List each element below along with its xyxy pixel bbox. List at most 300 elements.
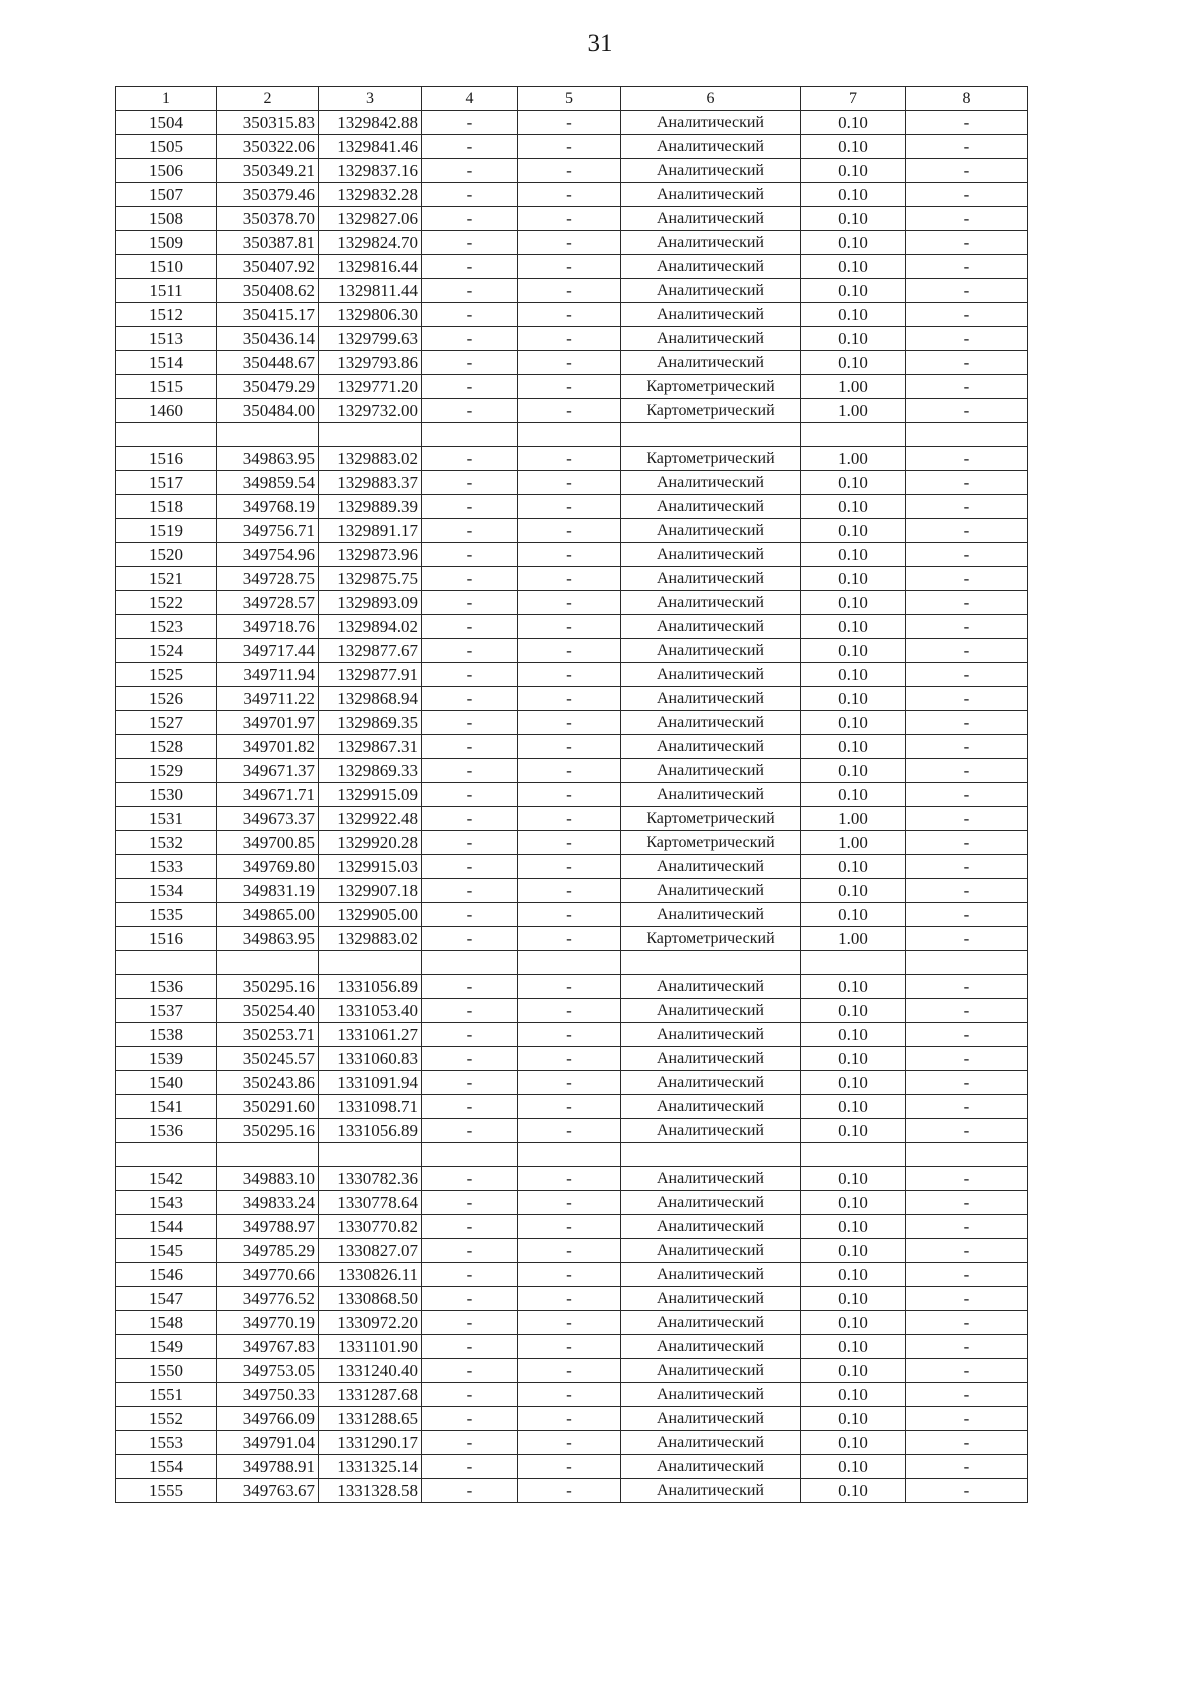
table-row [116,735,1028,759]
col4-cell: - [422,231,518,255]
y-coordinate-cell [319,951,422,975]
accuracy-cell: 0.10 [801,255,906,279]
col8-cell: - [906,1383,1028,1407]
y-coordinate-cell: 1329891.17 [319,519,422,543]
y-coordinate-cell: 1330827.07 [319,1239,422,1263]
x-coordinate-cell: 350295.16 [217,975,319,999]
x-coordinate-cell: 349863.95 [217,447,319,471]
accuracy-cell: 0.10 [801,495,906,519]
point-number-cell: 1518 [116,495,217,519]
x-coordinate-cell: 350349.21 [217,159,319,183]
col8-cell: - [906,783,1028,807]
table-row [116,591,1028,615]
col8-cell [906,1143,1028,1167]
table-row [116,1047,1028,1071]
x-coordinate-cell: 349673.37 [217,807,319,831]
x-coordinate-cell: 350245.57 [217,1047,319,1071]
point-number-cell: 1505 [116,135,217,159]
col4-cell: - [422,1119,518,1143]
point-number-cell: 1539 [116,1047,217,1071]
table-row [116,1023,1028,1047]
col5-cell: - [518,687,621,711]
method-cell: Аналитический [621,183,801,207]
col5-cell: - [518,471,621,495]
accuracy-cell: 0.10 [801,711,906,735]
accuracy-cell: 0.10 [801,183,906,207]
col8-cell: - [906,711,1028,735]
accuracy-cell: 0.10 [801,639,906,663]
col8-cell: - [906,447,1028,471]
accuracy-cell: 0.10 [801,279,906,303]
col8-cell: - [906,663,1028,687]
table-row [116,639,1028,663]
point-number-cell: 1548 [116,1311,217,1335]
col4-cell [422,951,518,975]
method-cell: Аналитический [621,1311,801,1335]
col8-cell: - [906,1479,1028,1503]
table-row [116,711,1028,735]
y-coordinate-cell: 1329827.06 [319,207,422,231]
x-coordinate-cell: 349701.82 [217,735,319,759]
accuracy-cell: 0.10 [801,567,906,591]
col5-cell: - [518,1095,621,1119]
col4-cell: - [422,1263,518,1287]
y-coordinate-cell: 1329824.70 [319,231,422,255]
y-coordinate-cell: 1330868.50 [319,1287,422,1311]
accuracy-cell: 0.10 [801,1455,906,1479]
x-coordinate-cell: 349718.76 [217,615,319,639]
method-cell: Аналитический [621,1239,801,1263]
x-coordinate-cell: 349785.29 [217,1239,319,1263]
point-number-cell: 1509 [116,231,217,255]
accuracy-cell: 1.00 [801,831,906,855]
accuracy-cell: 0.10 [801,159,906,183]
col8-cell: - [906,1431,1028,1455]
col4-cell: - [422,303,518,327]
col8-cell: - [906,111,1028,135]
table-row [116,1311,1028,1335]
y-coordinate-cell: 1329868.94 [319,687,422,711]
method-cell: Аналитический [621,135,801,159]
col8-cell: - [906,639,1028,663]
x-coordinate-cell: 349701.97 [217,711,319,735]
col4-cell: - [422,159,518,183]
method-cell: Аналитический [621,1047,801,1071]
y-coordinate-cell: 1330972.20 [319,1311,422,1335]
table-row [116,1215,1028,1239]
x-coordinate-cell: 350407.92 [217,255,319,279]
col8-cell: - [906,1047,1028,1071]
col5-cell: - [518,879,621,903]
table-row [116,159,1028,183]
col8-cell: - [906,351,1028,375]
col8-cell: - [906,855,1028,879]
method-cell: Картометрический [621,375,801,399]
x-coordinate-cell: 349700.85 [217,831,319,855]
col4-cell: - [422,879,518,903]
separator-row [116,951,1028,975]
accuracy-cell: 0.10 [801,327,906,351]
method-cell: Аналитический [621,231,801,255]
col8-cell: - [906,1167,1028,1191]
y-coordinate-cell: 1329867.31 [319,735,422,759]
col5-cell: - [518,1191,621,1215]
col5-cell: - [518,903,621,927]
method-cell: Аналитический [621,615,801,639]
x-coordinate-cell: 349671.37 [217,759,319,783]
method-cell: Аналитический [621,303,801,327]
y-coordinate-cell: 1329894.02 [319,615,422,639]
point-number-cell: 1510 [116,255,217,279]
point-number-cell: 1519 [116,519,217,543]
point-number-cell: 1520 [116,543,217,567]
accuracy-cell: 1.00 [801,375,906,399]
col8-cell: - [906,999,1028,1023]
y-coordinate-cell: 1329842.88 [319,111,422,135]
method-cell: Аналитический [621,1383,801,1407]
y-coordinate-cell: 1330770.82 [319,1215,422,1239]
col5-cell: - [518,231,621,255]
col8-cell: - [906,735,1028,759]
y-coordinate-cell: 1329875.75 [319,567,422,591]
col5-cell: - [518,111,621,135]
table-row [116,1335,1028,1359]
column-header: 2 [217,87,319,111]
col8-cell: - [906,903,1028,927]
col4-cell: - [422,399,518,423]
method-cell: Аналитический [621,111,801,135]
table-row [116,207,1028,231]
x-coordinate-cell: 350291.60 [217,1095,319,1119]
col8-cell: - [906,279,1028,303]
accuracy-cell: 0.10 [801,1095,906,1119]
table-row [116,471,1028,495]
y-coordinate-cell: 1329905.00 [319,903,422,927]
y-coordinate-cell: 1329841.46 [319,135,422,159]
col5-cell: - [518,1167,621,1191]
col8-cell: - [906,255,1028,279]
accuracy-cell: 0.10 [801,1023,906,1047]
col5-cell [518,951,621,975]
col5-cell: - [518,711,621,735]
accuracy-cell: 0.10 [801,687,906,711]
col5-cell: - [518,855,621,879]
method-cell: Аналитический [621,687,801,711]
y-coordinate-cell: 1329873.96 [319,543,422,567]
accuracy-cell: 0.10 [801,999,906,1023]
col8-cell: - [906,1215,1028,1239]
y-coordinate-cell: 1329816.44 [319,255,422,279]
table-row [116,543,1028,567]
method-cell [621,1143,801,1167]
point-number-cell: 1512 [116,303,217,327]
accuracy-cell: 0.10 [801,1215,906,1239]
col4-cell: - [422,639,518,663]
col4-cell: - [422,1167,518,1191]
col8-cell: - [906,1095,1028,1119]
col5-cell: - [518,1455,621,1479]
table-row [116,855,1028,879]
col4-cell [422,423,518,447]
point-number-cell: 1530 [116,783,217,807]
col4-cell: - [422,1383,518,1407]
method-cell: Аналитический [621,1119,801,1143]
point-number-cell: 1537 [116,999,217,1023]
col4-cell: - [422,279,518,303]
x-coordinate-cell: 349768.19 [217,495,319,519]
col8-cell: - [906,1191,1028,1215]
point-number-cell: 1547 [116,1287,217,1311]
accuracy-cell: 0.10 [801,975,906,999]
x-coordinate-cell: 349769.80 [217,855,319,879]
x-coordinate-cell: 350415.17 [217,303,319,327]
col8-cell: - [906,1071,1028,1095]
x-coordinate-cell: 349711.22 [217,687,319,711]
accuracy-cell: 0.10 [801,1335,906,1359]
col5-cell: - [518,351,621,375]
col8-cell: - [906,375,1028,399]
table-row [116,231,1028,255]
point-number-cell: 1531 [116,807,217,831]
col5-cell: - [518,735,621,759]
method-cell: Аналитический [621,327,801,351]
y-coordinate-cell: 1329837.16 [319,159,422,183]
x-coordinate-cell: 350322.06 [217,135,319,159]
x-coordinate-cell: 349776.52 [217,1287,319,1311]
col8-cell [906,423,1028,447]
y-coordinate-cell: 1330778.64 [319,1191,422,1215]
accuracy-cell: 0.10 [801,1431,906,1455]
col5-cell [518,423,621,447]
point-number-cell: 1538 [116,1023,217,1047]
table-row [116,663,1028,687]
col8-cell [906,951,1028,975]
col5-cell: - [518,183,621,207]
table-row [116,1071,1028,1095]
point-number-cell: 1529 [116,759,217,783]
col5-cell: - [518,591,621,615]
col4-cell: - [422,207,518,231]
accuracy-cell: 0.10 [801,1311,906,1335]
table-row [116,519,1028,543]
point-number-cell: 1544 [116,1215,217,1239]
col4-cell: - [422,1239,518,1263]
col4-cell: - [422,1359,518,1383]
accuracy-cell [801,423,906,447]
x-coordinate-cell: 349770.66 [217,1263,319,1287]
column-header: 5 [518,87,621,111]
point-number-cell: 1522 [116,591,217,615]
table-row [116,1455,1028,1479]
y-coordinate-cell: 1331053.40 [319,999,422,1023]
col5-cell: - [518,495,621,519]
x-coordinate-cell: 349767.83 [217,1335,319,1359]
col5-cell: - [518,1071,621,1095]
y-coordinate-cell: 1331240.40 [319,1359,422,1383]
col4-cell: - [422,519,518,543]
accuracy-cell: 0.10 [801,351,906,375]
table-row [116,183,1028,207]
accuracy-cell: 0.10 [801,1287,906,1311]
col4-cell: - [422,615,518,639]
col5-cell: - [518,1383,621,1407]
col5-cell: - [518,807,621,831]
accuracy-cell: 0.10 [801,1263,906,1287]
y-coordinate-cell: 1329799.63 [319,327,422,351]
col4-cell [422,1143,518,1167]
x-coordinate-cell: 350254.40 [217,999,319,1023]
accuracy-cell: 0.10 [801,783,906,807]
y-coordinate-cell: 1329883.02 [319,447,422,471]
table-row [116,1407,1028,1431]
x-coordinate-cell: 349833.24 [217,1191,319,1215]
x-coordinate-cell [217,951,319,975]
point-number-cell: 1546 [116,1263,217,1287]
col5-cell: - [518,399,621,423]
method-cell: Аналитический [621,1191,801,1215]
accuracy-cell: 0.10 [801,735,906,759]
col4-cell: - [422,1455,518,1479]
point-number-cell: 1507 [116,183,217,207]
x-coordinate-cell: 350295.16 [217,1119,319,1143]
point-number-cell: 1508 [116,207,217,231]
point-number-cell: 1528 [116,735,217,759]
x-coordinate-cell: 350436.14 [217,327,319,351]
col8-cell: - [906,1335,1028,1359]
y-coordinate-cell: 1329893.09 [319,591,422,615]
method-cell: Аналитический [621,1359,801,1383]
col5-cell: - [518,1047,621,1071]
col5-cell: - [518,999,621,1023]
col5-cell: - [518,831,621,855]
y-coordinate-cell: 1329907.18 [319,879,422,903]
y-coordinate-cell: 1329806.30 [319,303,422,327]
col8-cell: - [906,183,1028,207]
col5-cell: - [518,1479,621,1503]
col4-cell: - [422,447,518,471]
accuracy-cell: 0.10 [801,231,906,255]
point-number-cell: 1555 [116,1479,217,1503]
y-coordinate-cell: 1331091.94 [319,1071,422,1095]
x-coordinate-cell: 349753.05 [217,1359,319,1383]
col8-cell: - [906,1119,1028,1143]
col5-cell: - [518,375,621,399]
method-cell: Картометрический [621,807,801,831]
col4-cell: - [422,1095,518,1119]
accuracy-cell: 0.10 [801,1407,906,1431]
y-coordinate-cell: 1331061.27 [319,1023,422,1047]
col5-cell: - [518,639,621,663]
col4-cell: - [422,255,518,279]
table-row [116,615,1028,639]
table-row [116,351,1028,375]
table-row [116,975,1028,999]
method-cell: Аналитический [621,735,801,759]
point-number-cell: 1523 [116,615,217,639]
table-row [116,1263,1028,1287]
method-cell: Аналитический [621,1071,801,1095]
col4-cell: - [422,1311,518,1335]
x-coordinate-cell: 350479.29 [217,375,319,399]
col5-cell: - [518,519,621,543]
method-cell: Аналитический [621,1407,801,1431]
accuracy-cell: 0.10 [801,111,906,135]
col8-cell: - [906,159,1028,183]
accuracy-cell: 0.10 [801,1239,906,1263]
col8-cell: - [906,975,1028,999]
table-row [116,495,1028,519]
table-row [116,375,1028,399]
col8-cell: - [906,687,1028,711]
accuracy-cell: 0.10 [801,1119,906,1143]
point-number-cell: 1511 [116,279,217,303]
table-row [116,807,1028,831]
point-number-cell: 1545 [116,1239,217,1263]
method-cell: Аналитический [621,1023,801,1047]
col5-cell: - [518,1239,621,1263]
x-coordinate-cell: 349863.95 [217,927,319,951]
method-cell: Аналитический [621,759,801,783]
col5-cell: - [518,327,621,351]
table-row [116,1239,1028,1263]
point-number-cell [116,951,217,975]
table-row [116,879,1028,903]
col8-cell: - [906,471,1028,495]
method-cell [621,423,801,447]
x-coordinate-cell: 349788.97 [217,1215,319,1239]
point-number-cell: 1514 [116,351,217,375]
column-header: 7 [801,87,906,111]
separator-row [116,423,1028,447]
accuracy-cell: 1.00 [801,447,906,471]
accuracy-cell: 1.00 [801,927,906,951]
accuracy-cell: 0.10 [801,303,906,327]
col4-cell: - [422,495,518,519]
method-cell: Картометрический [621,447,801,471]
col5-cell: - [518,927,621,951]
method-cell: Аналитический [621,351,801,375]
point-number-cell: 1541 [116,1095,217,1119]
table-row [116,111,1028,135]
table-row [116,783,1028,807]
col5-cell: - [518,783,621,807]
method-cell: Картометрический [621,399,801,423]
table-row [116,1095,1028,1119]
y-coordinate-cell: 1329883.37 [319,471,422,495]
table-row [116,279,1028,303]
point-number-cell: 1532 [116,831,217,855]
point-number-cell: 1513 [116,327,217,351]
col8-cell: - [906,615,1028,639]
x-coordinate-cell: 349770.19 [217,1311,319,1335]
accuracy-cell: 0.10 [801,1047,906,1071]
point-number-cell: 1536 [116,975,217,999]
accuracy-cell: 0.10 [801,855,906,879]
point-number-cell: 1521 [116,567,217,591]
x-coordinate-cell: 349763.67 [217,1479,319,1503]
method-cell: Аналитический [621,255,801,279]
accuracy-cell: 0.10 [801,471,906,495]
y-coordinate-cell: 1329922.48 [319,807,422,831]
header-row [116,87,1028,111]
col4-cell: - [422,1215,518,1239]
table-row [116,1287,1028,1311]
accuracy-cell: 0.10 [801,1479,906,1503]
method-cell: Картометрический [621,927,801,951]
method-cell: Аналитический [621,519,801,543]
col4-cell: - [422,327,518,351]
col5-cell: - [518,207,621,231]
